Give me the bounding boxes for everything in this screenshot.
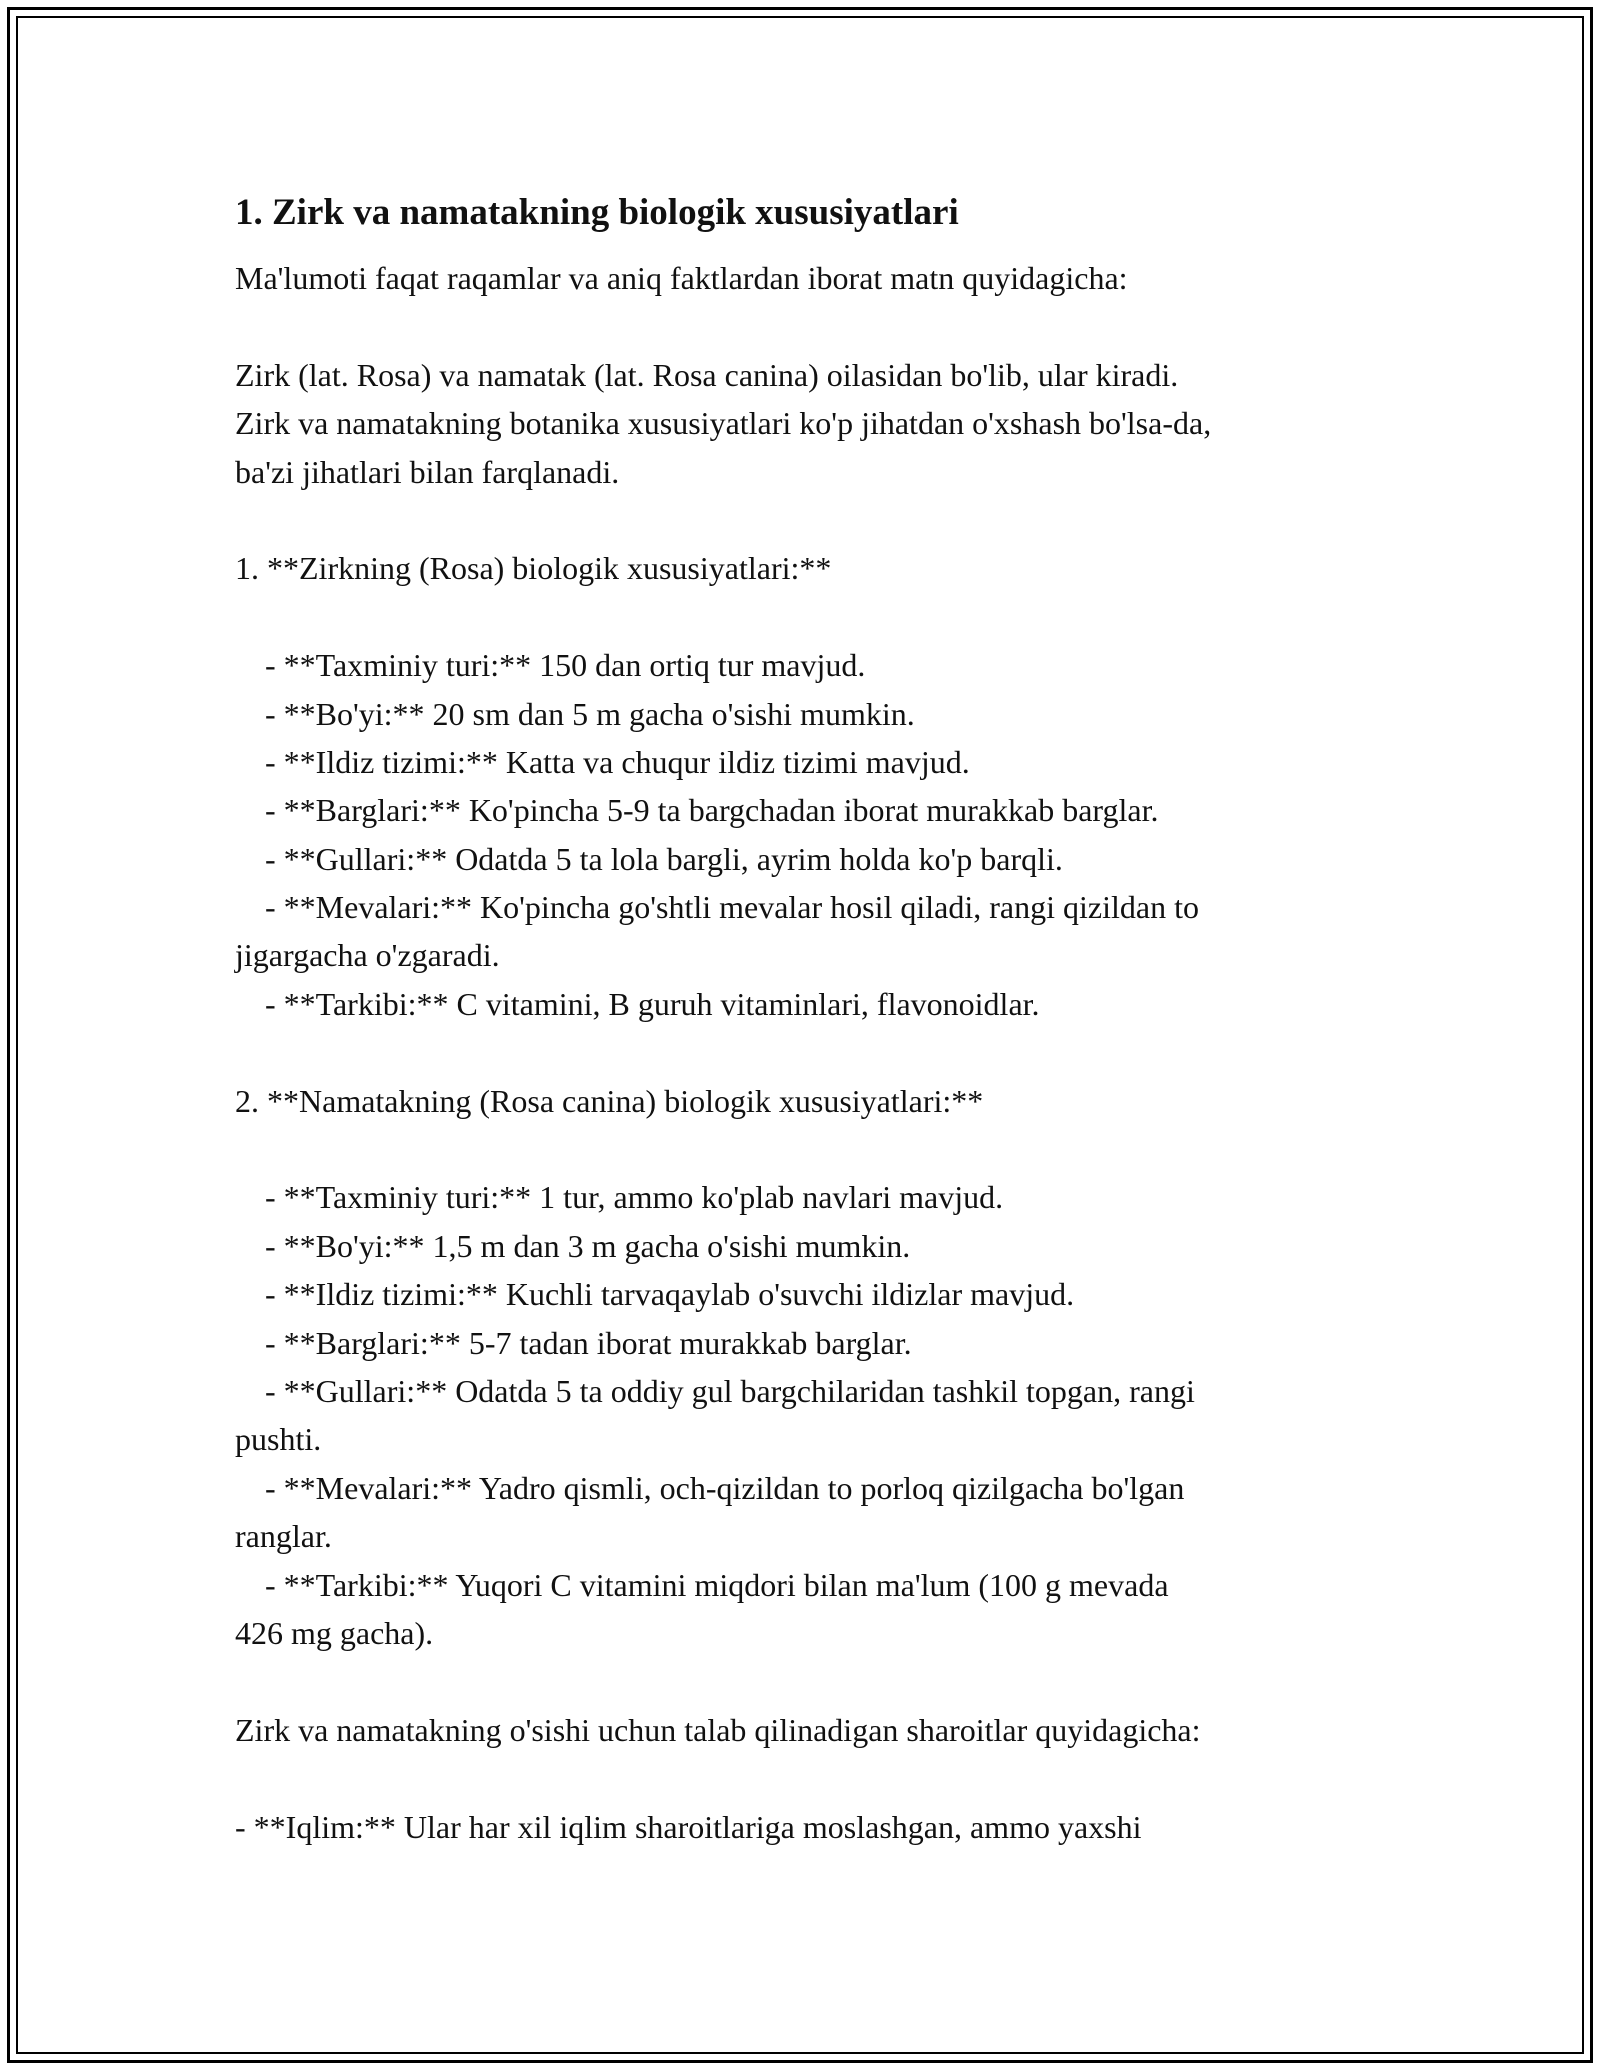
blank-line <box>235 1754 1385 1802</box>
list-item: - **Bo'yi:** 20 sm dan 5 m gacha o'sishi mumkin. <box>265 695 915 732</box>
list-item: - **Barglari:** Ko'pincha 5-9 ta bargchadan iborat murakkab barglar. <box>265 792 1159 829</box>
blank-line <box>235 593 1385 641</box>
list-item: - **Gullari:** Odatda 5 ta lola bargli, ayrim holda ko'p barqli. <box>265 840 1063 877</box>
intro-text: Ma'lumoti faqat raqamlar va aniq faktlardan iborat matn quyidagicha: <box>235 260 1128 296</box>
blank-line <box>235 1125 1385 1173</box>
list-item: - **Taxminiy turi:** 1 tur, ammo ko'plab navlari mavjud. <box>265 1179 1004 1216</box>
list-item-continuation: jigargacha o'zgaradi. <box>235 937 500 974</box>
list-item: - **Ildiz tizimi:** Kuchli tarvaqaylab o'suvchi ildizlar mavjud. <box>265 1276 1075 1313</box>
list-item-continuation: pushti. <box>235 1421 322 1458</box>
paragraph-line: Zirk (lat. Rosa) va namatak (lat. Rosa canina) oilasidan bo'lib, ular kiradi. <box>235 356 1179 393</box>
paragraph-line: Zirk va namatakning botanika xususiyatlari ko'p jihatdan o'xshash bo'lsa-da, <box>235 405 1212 442</box>
list-item: - **Tarkibi:** Yuqori C vitamini miqdori bilan ma'lum (100 g mevada <box>265 1566 1169 1603</box>
list-item: - **Ildiz tizimi:** Katta va chuqur ildiz tizimi mavjud. <box>265 743 970 780</box>
list-item: - **Mevalari:** Yadro qismli, och-qizildan to porloq qizilgacha bo'lgan <box>265 1469 1185 1506</box>
list-item-continuation: ranglar. <box>235 1518 332 1555</box>
list-item-continuation: 426 mg gacha). <box>235 1614 434 1651</box>
list-item: - **Barglari:** 5-7 tadan iborat murakkab barglar. <box>265 1324 912 1361</box>
section-heading-zirk: 1. **Zirkning (Rosa) biologik xususiyatlari:** <box>235 550 832 587</box>
list-item: - **Taxminiy turi:** 150 dan ortiq tur mavjud. <box>265 647 866 684</box>
blank-line <box>235 496 1385 544</box>
conditions-intro: Zirk va namatakning o'sishi uchun talab qilinadigan sharoitlar quyidagicha: <box>235 1711 1201 1748</box>
section-heading-namatak: 2. **Namatakning (Rosa canina) biologik xususiyatlari:** <box>235 1082 984 1119</box>
list-item: - **Tarkibi:** C vitamini, B guruh vitaminlari, flavonoidlar. <box>265 985 1040 1022</box>
blank-line <box>235 1028 1385 1076</box>
list-item: - **Mevalari:** Ko'pincha go'shtli mevalar hosil qiladi, rangi qizildan to <box>265 889 1199 926</box>
climate-line: - **Iqlim:** Ular har xil iqlim sharoitlariga moslashgan, ammo yaxshi <box>235 1808 1142 1845</box>
blank-line <box>235 302 1385 350</box>
blank-line <box>235 1657 1385 1705</box>
document-title: 1. Zirk va namatakning biologik xususiyatlari <box>235 192 959 233</box>
document-page <box>235 188 1385 1851</box>
list-item: - **Gullari:** Odatda 5 ta oddiy gul bargchilaridan tashkil topgan, rangi <box>265 1372 1195 1409</box>
list-item: - **Bo'yi:** 1,5 m dan 3 m gacha o'sishi mumkin. <box>265 1227 911 1264</box>
paragraph-line: ba'zi jihatlari bilan farqlanadi. <box>235 453 620 490</box>
